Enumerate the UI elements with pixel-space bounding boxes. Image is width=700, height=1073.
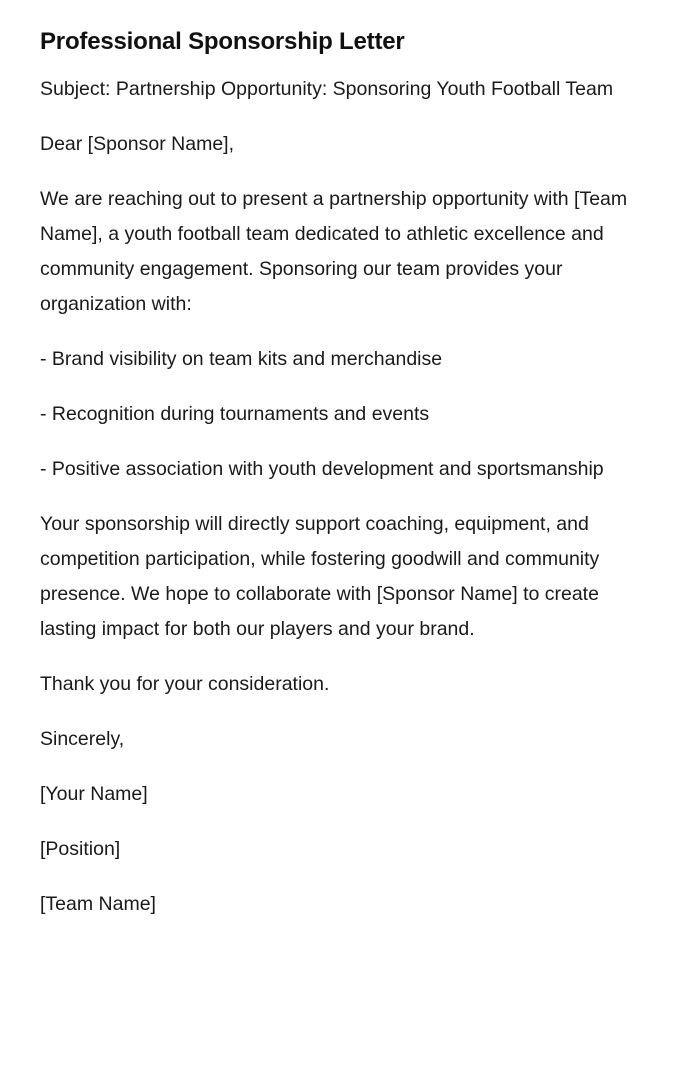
signature-position: [Position] [40, 838, 121, 860]
signature-team: [Team Name] [40, 893, 156, 915]
thanks-line: Thank you for your consideration. [40, 673, 330, 695]
intro-paragraph: We are reaching out to present a partnership opportunity with [Team Name], a youth football team dedicated to athletic excellence and community engagement. Sponsoring our team provides your organization with: [40, 188, 628, 315]
benefit-item-positive-association: - Positive association with youth development and sportsmanship [40, 458, 604, 480]
subject-line: Subject: Partnership Opportunity: Sponsoring Youth Football Team [40, 78, 614, 100]
letter-title: Professional Sponsorship Letter [40, 28, 405, 55]
signature-name: [Your Name] [40, 783, 148, 805]
body-paragraph: Your sponsorship will directly support coaching, equipment, and competition participation, while fostering goodwill and community presence. We hope to collaborate with [Sponsor Name] to create lasting impact for both our players and your brand. [40, 513, 600, 640]
closing-line: Sincerely, [40, 728, 125, 750]
salutation: Dear [Sponsor Name], [40, 133, 235, 155]
benefit-item-recognition: - Recognition during tournaments and events [40, 403, 430, 425]
benefit-item-brand-visibility: - Brand visibility on team kits and merchandise [40, 348, 443, 370]
